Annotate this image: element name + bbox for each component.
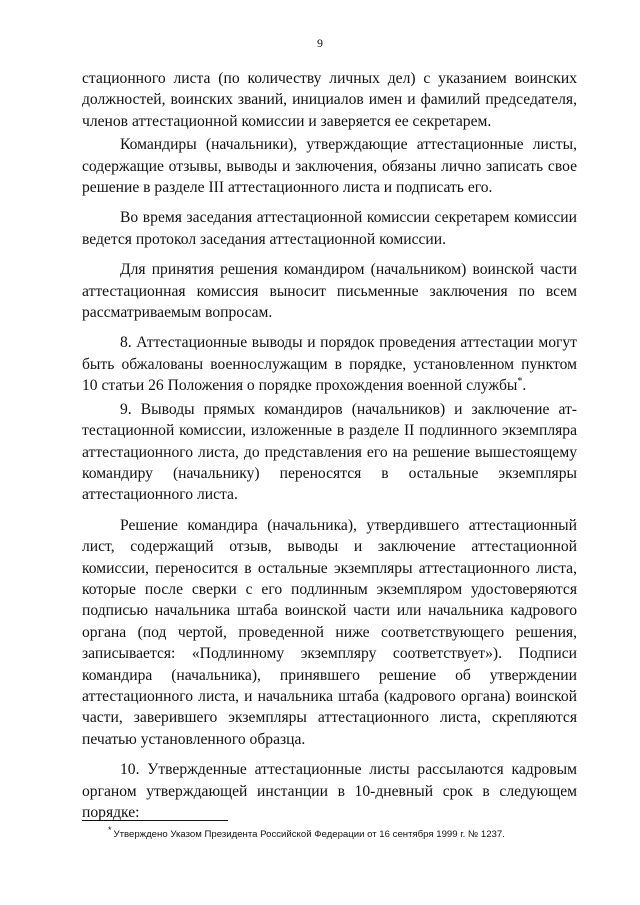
footnote-divider [82,820,228,821]
footnote-reference: * [517,376,523,388]
footnote-text: Утверждено Указом Президента Российской Федерации от 16 сентября 1999 г. № 1237. [113,829,505,841]
page-number: 9 [317,36,323,50]
document-body [82,68,577,823]
paragraph-decision: Решение командира (начальника), утвердившего аттестационный лист, содержащий отзыв, выводы и заключение аттестационной комиссии, переносится в остальные экземпляры аттестационного листа, которые после сверки с его подлинным экземпляром удостоверяются подписью начальника штаба воинской части или начальника кадрового органа (под чертой, проведенной ниже соответствующего решения, записывается: «Подлинному экземпляру соответствует»). Подписи командира (начальника), принявшего решение об утверждении аттестационного листа, и начальника штаба (кадрового органа) воинской части, заверившего экземпляры аттестационного листа, скрепляются печатью установленного образца. [82,516,577,748]
paragraph-1: стационного листа (по количеству личных дел) с указанием воинских должностей, воинских званий, инициалов имен и фамилий председателя, членов аттестационной комиссии и заверяется ее секретарем. [82,70,577,130]
paragraph-item-10: 10. Утвержденные аттестационные листы рассылаются кадровым органом утверждающей инстанции в 10-дневный срок в следующем порядке: [82,761,577,821]
paragraph-item-8-text: 8. Аттестационные выводы и порядок проведения аттестации могут быть обжалованы военнослужащим в порядке, установленном пунктом 10 статьи 26 Положения о порядке прохождения военной службы [82,334,577,395]
paragraph-3: Во время заседания аттестационной комиссии секретарем комиссии ведется протокол заседания аттестационной комиссии. [82,209,577,248]
paragraph-item-8 [82,332,577,396]
paragraph-4: Для принятия решения командиром (начальником) воинской части аттестационная комиссия выносит письменные заключения по всем рассматриваемым вопросам. [82,261,577,322]
paragraph-2: Командиры (начальники), утверждающие аттестационные листы, содержащие отзывы, выводы и заключения, обязаны лично записать свое решение в разделе III аттестационного листа и подписать его. [82,136,577,197]
footnote-marker: * [108,825,112,835]
paragraph-item-9: 9. Выводы прямых командиров (начальников) и заключение аттестационной комиссии, изложенные в разделе II подлинного экземпляра аттестационного листа, до представления его на решение вышестоящему командиру (начальнику) переносятся в остальные экземпляры аттестационного листа. [82,400,577,504]
footnote [108,823,578,842]
paragraph-item-8-end: . [522,377,527,395]
